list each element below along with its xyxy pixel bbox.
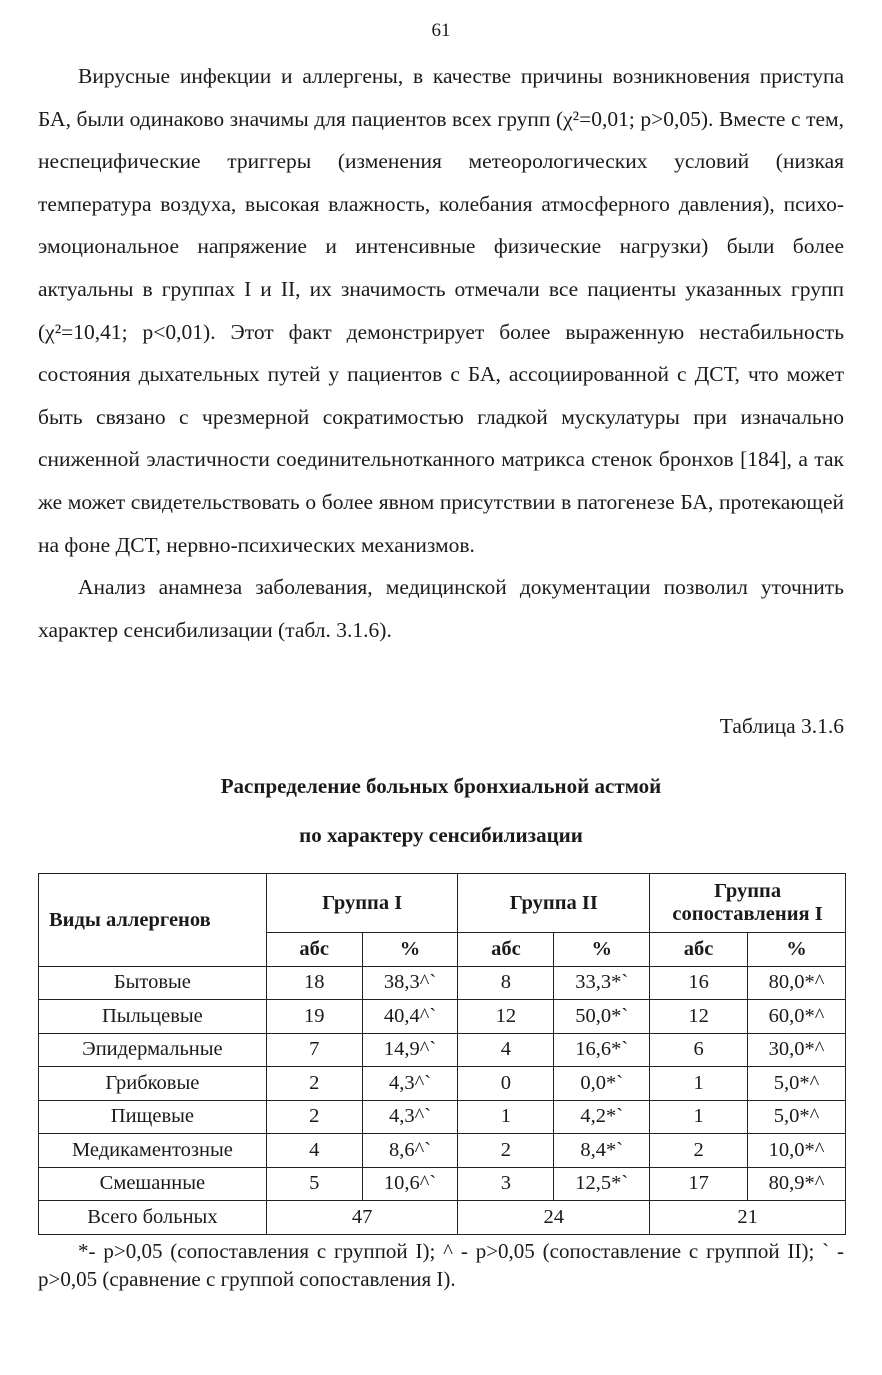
value-cell: 5,0*^ (748, 1067, 846, 1101)
total-group-1: 47 (266, 1201, 458, 1235)
value-cell: 14,9^` (362, 1033, 458, 1067)
allergen-type-cell: Смешанные (39, 1167, 267, 1201)
value-cell: 12 (458, 1000, 554, 1034)
value-cell: 60,0*^ (748, 1000, 846, 1034)
header-group-comparison: Группа сопоставления I (650, 874, 846, 933)
value-cell: 33,3*` (554, 966, 650, 1000)
table-row (39, 1033, 846, 1067)
value-cell: 12 (650, 1000, 748, 1034)
allergen-type-cell: Пищевые (39, 1100, 267, 1134)
sensitization-table (38, 873, 846, 1235)
allergen-type-cell: Грибковые (39, 1067, 267, 1101)
value-cell: 5 (266, 1167, 362, 1201)
value-cell: 80,0*^ (748, 966, 846, 1000)
value-cell: 0 (458, 1067, 554, 1101)
table-body (39, 966, 846, 1201)
value-cell: 18 (266, 966, 362, 1000)
value-cell: 16,6*` (554, 1033, 650, 1067)
value-cell: 30,0*^ (748, 1033, 846, 1067)
table-label: Таблица 3.1.6 (719, 714, 844, 738)
value-cell: 50,0*` (554, 1000, 650, 1034)
value-cell: 1 (650, 1067, 748, 1101)
allergen-type-cell: Эпидермальные (39, 1033, 267, 1067)
value-cell: 80,9*^ (748, 1167, 846, 1201)
subheader-cell: % (554, 933, 650, 967)
table-row (39, 1100, 846, 1134)
paragraph-1: Вирусные инфекции и аллергены, в качестве причины возникновения приступа БА, были одинаково значимы для пациентов всех групп (χ²=0,01; р>0,05). Вместе с тем, неспецифические триггеры (изменения метеорологических условий (низкая температура воздуха, высокая влажность, колебания атмосферного давления), психо-эмоциональное напряжение и интенсивные физические нагрузки) были более актуальны в группах I и II, их значимость отмечали все пациенты указанных групп (χ²=10,41; р<0,01). Этот факт демонстрирует более выраженную нестабильность состояния дыхательных путей у пациентов с БА, ассоциированной с ДСТ, что может быть связано с чрезмерной сократимостью гладкой мускулатуры при изначально сниженной эластичности соединительнотканного матрикса стенок бронхов [184], а так же может свидетельствовать о более явном присутствии в патогенезе БА, протекающей на фоне ДСТ, нервно-психических механизмов. (38, 64, 844, 557)
value-cell: 19 (266, 1000, 362, 1034)
value-cell: 38,3^` (362, 966, 458, 1000)
page-number: 61 (431, 20, 451, 41)
value-cell: 4,3^` (362, 1067, 458, 1101)
paragraph-2: Анализ анамнеза заболевания, медицинской документации позволил уточнить характер сенсибилизации (табл. 3.1.6). (38, 575, 844, 642)
header-allergen-types: Виды аллергенов (39, 874, 267, 967)
value-cell: 2 (458, 1134, 554, 1168)
allergen-type-cell: Пыльцевые (39, 1000, 267, 1034)
value-cell: 4,3^` (362, 1100, 458, 1134)
table-header-row (39, 874, 846, 933)
value-cell: 12,5*` (554, 1167, 650, 1201)
value-cell: 8 (458, 966, 554, 1000)
value-cell: 8,6^` (362, 1134, 458, 1168)
value-cell: 2 (650, 1134, 748, 1168)
value-cell: 4 (266, 1134, 362, 1168)
value-cell: 3 (458, 1167, 554, 1201)
subheader-cell: абс (458, 933, 554, 967)
value-cell: 16 (650, 966, 748, 1000)
table-title-line-2: по характеру сенсибилизации (299, 823, 583, 847)
subheader-cell: абс (266, 933, 362, 967)
total-group-comparison: 21 (650, 1201, 846, 1235)
table-title (0, 762, 882, 860)
table-row (39, 1167, 846, 1201)
value-cell: 1 (650, 1100, 748, 1134)
value-cell: 8,4*` (554, 1134, 650, 1168)
table-title-line-1: Распределение больных бронхиальной астмой (220, 774, 662, 798)
header-group-1: Группа I (266, 874, 458, 933)
table-row (39, 966, 846, 1000)
value-cell: 10,0*^ (748, 1134, 846, 1168)
value-cell: 2 (266, 1067, 362, 1101)
total-label: Всего больных (39, 1201, 267, 1235)
subheader-cell: абс (650, 933, 748, 967)
value-cell: 1 (458, 1100, 554, 1134)
value-cell: 2 (266, 1100, 362, 1134)
value-cell: 6 (650, 1033, 748, 1067)
total-group-2: 24 (458, 1201, 650, 1235)
allergen-type-cell: Бытовые (39, 966, 267, 1000)
value-cell: 7 (266, 1033, 362, 1067)
subheader-cell: % (362, 933, 458, 967)
header-group-2: Группа II (458, 874, 650, 933)
value-cell: 4,2*` (554, 1100, 650, 1134)
subheader-cell: % (748, 933, 846, 967)
value-cell: 40,4^` (362, 1000, 458, 1034)
table-row (39, 1000, 846, 1034)
value-cell: 5,0*^ (748, 1100, 846, 1134)
table-total-row (39, 1201, 846, 1235)
table-row (39, 1067, 846, 1101)
value-cell: 4 (458, 1033, 554, 1067)
table-row (39, 1134, 846, 1168)
value-cell: 0,0*` (554, 1067, 650, 1101)
value-cell: 10,6^` (362, 1167, 458, 1201)
body-text (38, 55, 844, 651)
table-footnote: *- р>0,05 (сопоставления с группой I); ^ - р>0,05 (сопоставление с группой II); ` - р>0,05 (сравнение с группой сопоставления I). (38, 1239, 844, 1291)
value-cell: 17 (650, 1167, 748, 1201)
allergen-type-cell: Медикаментозные (39, 1134, 267, 1168)
